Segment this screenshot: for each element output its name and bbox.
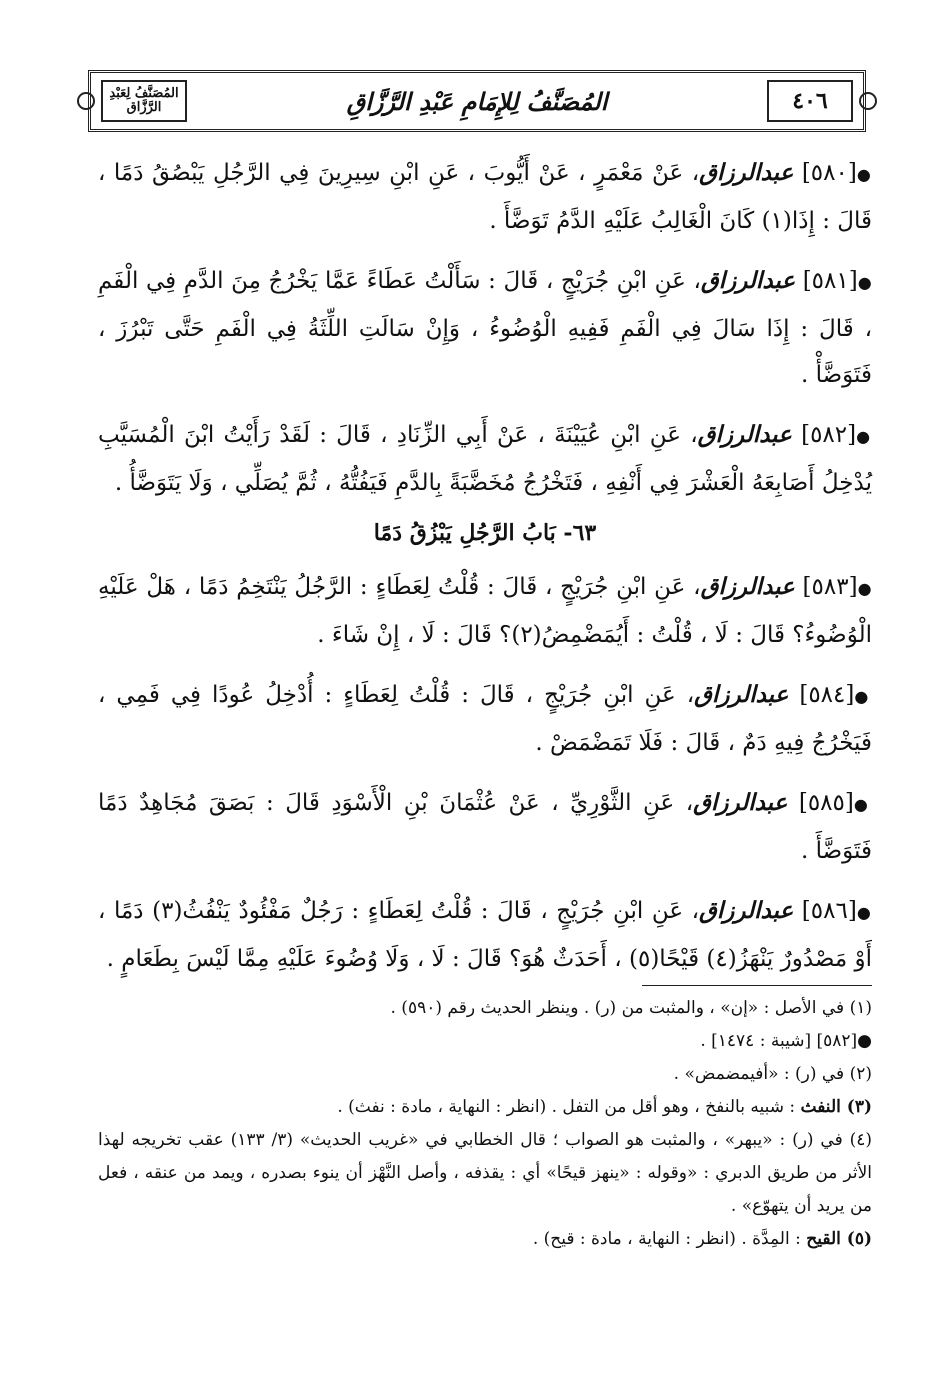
hadith-text: ، عَنِ ابْنِ جُرَيْجٍ ، قَالَ : قُلْتُ لِعَطَاءٍ : الرَّجُلُ يَنْتَخِمُ دَمًا ، هَلْ عَلَيْهِ الْوُضُوءُ؟ قَالَ : لَا ، قُلْتُ : أَيُمَضْمِضُ(٢)؟ قَالَ : لَا ، إِنْ شَاءَ . (98, 574, 872, 648)
bullet-icon: ● (854, 687, 872, 706)
hadith-source: عبدالرزاق (697, 421, 792, 448)
hadith-number: [٥٨٢] (801, 422, 857, 448)
hadith-text: ، عَنِ الثَّوْرِيِّ ، عَنْ عُثْمَانَ بْنِ الْأَسْوَدِ قَالَ : بَصَقَ مُجَاهِدٌ دَمًا فَتَوَضَّأَ . (98, 790, 872, 864)
hadith-586 (98, 888, 872, 982)
hadith-source: عبدالرزاق (700, 573, 795, 600)
page-header (88, 70, 866, 132)
main-text (98, 150, 872, 996)
hadith-text: ، عَنِ ابْنِ جُرَيْجٍ ، قَالَ : قُلْتُ لِعَطَاءٍ : رَجُلٌ مَفْئُودٌ يَنْفُثُ(٣) دَمًا ، أَوْ مَصْدُورٌ يَنْهَزُ(٤) قَيْحًا(٥) ، أَحَدَثٌ هُوَ؟ قَالَ : لَا ، وَلَا وُضُوءَ عَلَيْهِ مِمَّا لَيْسَ بِطَعَامٍ . (98, 898, 872, 972)
footnote-2 (98, 1058, 872, 1091)
bullet-icon: ● (857, 273, 872, 292)
bullet-icon: ● (857, 579, 872, 598)
hadith-580 (98, 150, 872, 244)
hadith-number: [٥٨٣] (802, 574, 858, 600)
hadith-text: ، عَنْ مَعْمَرٍ ، عَنْ أَيُّوبَ ، عَنِ ابْنِ سِيرِينَ فِي الرَّجُلِ يَبْصُقُ دَمًا ، قَالَ : إِذَا(١) كَانَ الْغَالِبُ عَلَيْهِ الدَّمُ تَوَضَّأَ . (98, 160, 872, 234)
header-logo-box (101, 80, 187, 122)
hadith-584 (98, 672, 872, 766)
hadith-583 (98, 564, 872, 658)
footnote-lead: (٣) النفث (800, 1097, 872, 1117)
footnote-5 (98, 1223, 872, 1256)
footnote-divider (642, 985, 872, 986)
footnotes (98, 992, 872, 1256)
footnote-3 (98, 1091, 872, 1124)
hadith-source: عبدالرزاق (694, 681, 789, 708)
footnote-text: : المِدَّة . (انظر : النهاية ، مادة : قيح) . (532, 1229, 807, 1249)
book-title: المُصَنَّفُ لِلإِمَامِ عَبْدِ الرَّزَّاقِ (346, 86, 608, 116)
hadith-text: ، عَنِ ابْنِ جُرَيْجٍ ، قَالَ : قُلْتُ لِعَطَاءٍ : أُدْخِلُ عُودًا فِي فَمِي ، فَيَخْرُجُ فِيهِ دَمٌ ، قَالَ : فَلَا تَمَضْمَضْ . (98, 682, 872, 756)
footnote-takhrij (98, 1025, 872, 1058)
hadith-number: [٥٨٦] (801, 898, 857, 924)
chapter-title: ٦٣- بَابُ الرَّجُلِ يَبْزُقُ دَمًا (373, 520, 597, 546)
page-number: ٤٠٦ (792, 88, 828, 114)
hadith-number: [٥٨٤] (799, 682, 855, 708)
footnote-4 (98, 1124, 872, 1223)
hadith-581 (98, 258, 872, 398)
footnote-text: (١) في الأصل : «إن» ، والمثبت من (ر) . وينظر الحديث رقم (٥٩٠) . (390, 998, 872, 1018)
footnote-1 (98, 992, 872, 1025)
bullet-icon: ● (856, 903, 873, 922)
footnote-lead: (٥) القيح (806, 1229, 872, 1249)
hadith-text: ، عَنِ ابْنِ عُيَيْنَةَ ، عَنْ أَبِي الزِّنَادِ ، قَالَ : لَقَدْ رَأَيْتُ ابْنَ الْمُسَيَّبِ يُدْخِلُ أَصَابِعَهُ الْعَشْرَ فِي أَنْفِهِ ، فَتَخْرُجُ مُخَضَّبَةً بِالدَّمِ فَيَفُتُّهُ ، ثُمَّ يُصَلِّي ، وَلَا يَتَوَضَّأُ . (98, 422, 872, 496)
hadith-source: عبدالرزاق (699, 897, 794, 924)
header-logo: المُصَنَّفُ لِعَبْدِ الرَّزَّاق (109, 86, 179, 115)
hadith-number: [٥٨٠] (801, 160, 857, 186)
hadith-585 (98, 780, 872, 874)
hadith-source: عبدالرزاق (699, 159, 794, 186)
footnote-text: (٢) في (ر) : «أفيمضمض» . (673, 1064, 872, 1084)
hadith-source: عبدالرزاق (693, 789, 788, 816)
page-number-box (767, 80, 853, 122)
footnote-text: (٤) في (ر) : «يبهر» ، والمثبت هو الصواب ؛ قال الخطابي في «غريب الحديث» (٣/ ١٣٣) عقب تخريجه لهذا الأثر من طريق الدبري : «وقوله : «ينهز قيحًا» أي : يقذفه ، وأصل النَّهْز أن ينوء بصدره ، ويمد من عنقه ، فعل من يريد أن يتهوّع» . (98, 1130, 872, 1216)
hadith-number: [٥٨١] (802, 268, 858, 294)
bullet-icon: ● (856, 165, 872, 184)
hadith-582 (98, 412, 872, 506)
hadith-text: ، عَنِ ابْنِ جُرَيْجٍ ، قَالَ : سَأَلْتُ عَطَاءً عَمَّا يَخْرُجُ مِنَ الدَّمِ فِي الْفَمِ ، قَالَ : إِذَا سَالَ فِي الْفَمِ فَفِيهِ الْوُضُوءُ ، وَإِنْ سَالَتِ اللِّثَةُ فِي الْفَمِ حَتَّى تَبْرُزَ ، فَتَوَضَّأْ . (98, 268, 872, 388)
bullet-icon: ● (856, 427, 872, 446)
footnote-text: : شبيه بالنفخ ، وهو أقل من التفل . (انظر : النهاية ، مادة : نفث) . (337, 1097, 801, 1117)
hadith-source: عبدالرزاق (700, 267, 796, 294)
bullet-icon: ● (853, 795, 873, 814)
footnote-text: ●[٥٨٢] [شيبة : ١٤٧٤] . (700, 1031, 872, 1051)
hadith-number: [٥٨٥] (798, 790, 854, 816)
